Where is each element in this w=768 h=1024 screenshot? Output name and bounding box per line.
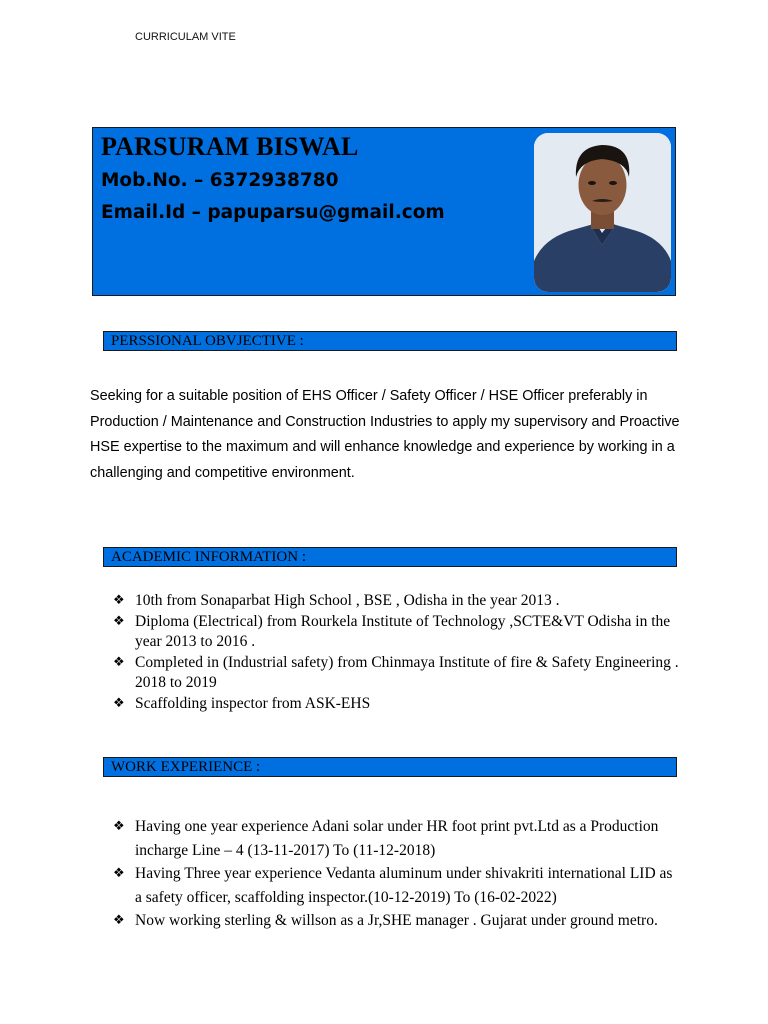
objective-paragraph <box>90 384 680 486</box>
diamond-bullet-icon: ❖ <box>113 613 125 629</box>
academic-item-text: 10th from Sonaparbat High School , BSE , Odisha in the year 2013 . <box>135 592 560 609</box>
diamond-bullet-icon: ❖ <box>113 866 125 881</box>
academic-section-heading <box>103 547 677 567</box>
profile-photo <box>534 133 671 292</box>
list-item <box>113 653 683 694</box>
diamond-bullet-icon: ❖ <box>113 593 125 608</box>
academic-list <box>113 591 683 714</box>
mobile-number: Mob.No. – 6372938780 <box>101 170 339 191</box>
objective-heading-label: PERSSIONAL OBVJECTIVE : <box>111 333 304 349</box>
work-experience-list <box>113 815 683 933</box>
objective-text: Seeking for a suitable position of EHS Officer / Safety Officer / HSE Officer preferably in Production / Maintenance and Construction Industries to apply my supervisory and Proactive HSE expertise to the maximum and will enhance knowledge and experience by working in a challenging and competitive environment. <box>90 388 680 481</box>
candidate-name: PARSURAM BISWAL <box>101 132 359 161</box>
list-item <box>113 694 683 715</box>
academic-item-text: Completed in (Industrial safety) from Chinmaya Institute of fire & Safety Engineering . 2018 to 2019 <box>135 653 679 691</box>
academic-item-text: Scaffolding inspector from ASK-EHS <box>135 694 371 712</box>
objective-section-heading <box>103 331 677 351</box>
profile-header <box>92 127 676 296</box>
email-address: Email.Id – papuparsu@gmail.com <box>101 202 445 223</box>
document-title: CURRICULAM VITE <box>135 31 236 43</box>
list-item <box>113 909 683 933</box>
work-section-heading <box>103 757 677 777</box>
list-item <box>113 815 683 862</box>
diamond-bullet-icon: ❖ <box>113 819 125 834</box>
academic-heading-label: ACADEMIC INFORMATION : <box>111 549 307 565</box>
list-item <box>113 612 683 653</box>
diamond-bullet-icon: ❖ <box>113 913 125 928</box>
list-item <box>113 862 683 909</box>
work-heading-label: WORK EXPERIENCE : <box>111 759 261 775</box>
work-item-text: Having one year experience Adani solar under HR foot print pvt.Ltd as a Production incharge Line – 4 (13-11-2017) To (11-12-2018) <box>135 818 659 859</box>
work-item-text: Now working sterling & willson as a Jr,SHE manager . Gujarat under ground metro. <box>135 912 658 929</box>
academic-item-text: Diploma (Electrical) from Rourkela Institute of Technology ,SCTE&VT Odisha in the year 2013 to 2016 . <box>135 612 671 650</box>
work-item-text: Having Three year experience Vedanta aluminum under shivakriti international LID as a safety officer, scaffolding inspector.(10-12-2019) To (16-02-2022) <box>135 865 673 906</box>
diamond-bullet-icon: ❖ <box>113 695 125 711</box>
list-item <box>113 591 683 612</box>
diamond-bullet-icon: ❖ <box>113 654 125 670</box>
